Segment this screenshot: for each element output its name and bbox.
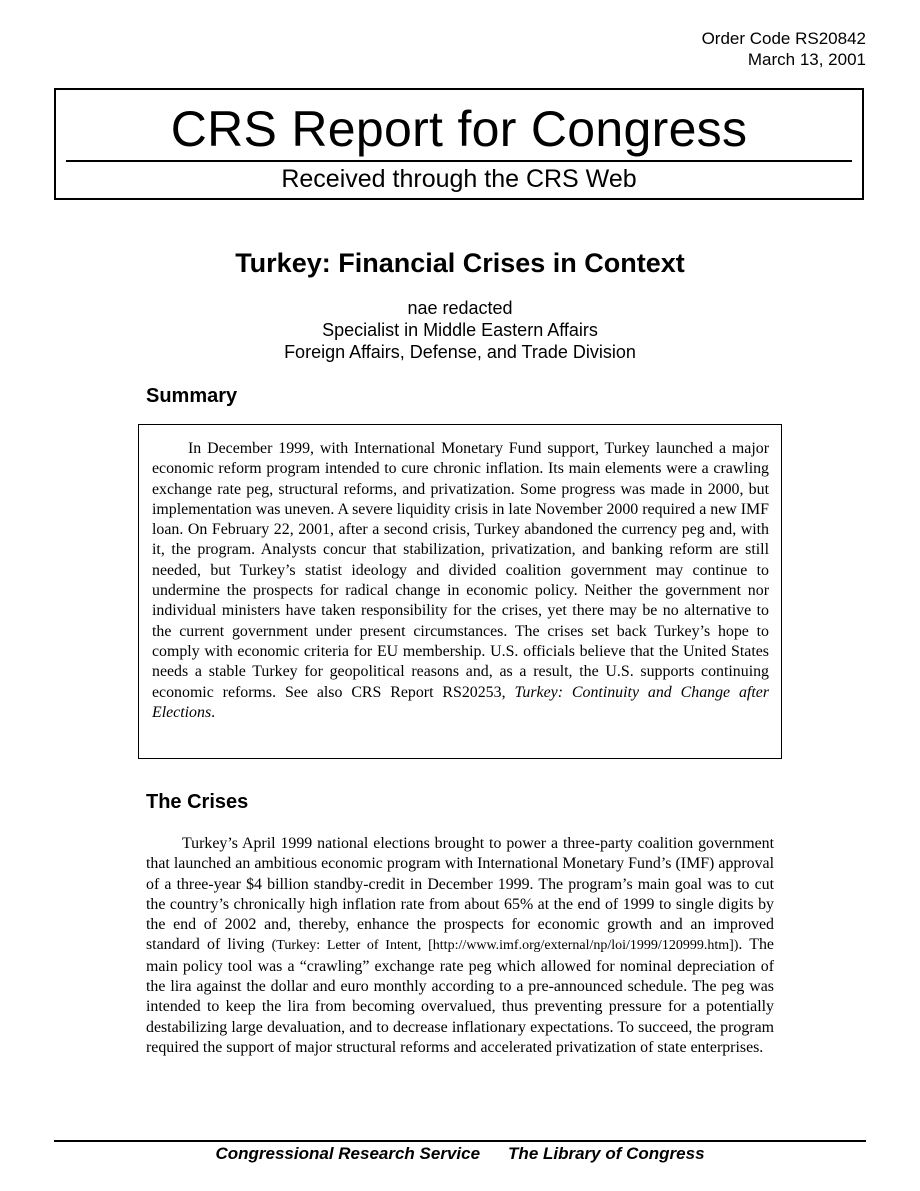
footer-right: The Library of Congress (508, 1144, 705, 1163)
order-info (702, 28, 866, 70)
author-title: Specialist in Middle Eastern Affairs (322, 320, 598, 340)
author-name: nae redacted (407, 298, 513, 318)
header-rule (66, 160, 852, 162)
crises-citation: (Turkey: Letter of Intent, [http://www.imf.org/external/np/loi/1999/120999.htm]) (271, 938, 739, 954)
author-division: Foreign Affairs, Defense, and Trade Division (284, 342, 636, 362)
summary-paragraph (152, 439, 769, 723)
crises-text-after: . The main policy tool was a “crawling” exchange rate peg which allowed for nominal depreciation of the lira against the dollar and euro monthly according to a pre-announced schedule. The peg was intended to keep the lira from becoming overvalued, thus preventing pressure for a potentially destabilizing large devaluation, and to decrease inflationary expectations. To succeed, the program required the support of major structural reforms and accelerated privatization of state enterprises. (146, 936, 774, 1056)
footer-left: Congressional Research Service (215, 1144, 481, 1163)
summary-text: In December 1999, with International Monetary Fund support, Turkey launched a major economic reform program intended to cure chronic inflation. Its main elements were a crawling exchange rate peg, structural reforms, and privatization. Some progress was made in 2000, but implementation was uneven. A severe liquidity crisis in late November 2000 required a new IMF loan. On February 22, 2001, after a second crisis, Turkey abandoned the currency peg and, with it, the program. Analysts concur that stabilization, privatization, and banking reform are still needed, but Turkey’s statist ideology and divided coalition government may continue to undermine the prospects for radical change in economic policy. Neither the government nor individual ministers have taken responsibility for the crises, yet there may be no alternative to the current government under present circumstances. The crises set back Turkey’s hope to comply with economic criteria for EU membership. U.S. officials believe that the United States needs a stable Turkey for geopolitical reasons and, as a result, the U.S. supports continuing economic reforms. See also CRS Report RS20253, (152, 440, 769, 701)
author-block (0, 297, 920, 363)
summary-box (138, 424, 782, 759)
summary-heading: Summary (146, 385, 238, 407)
crises-paragraph (146, 834, 774, 1058)
footer (0, 1143, 920, 1165)
order-date: March 13, 2001 (747, 50, 866, 69)
document-title: Turkey: Financial Crises in Context (235, 248, 685, 278)
crises-heading: The Crises (146, 791, 249, 813)
crises-text-before: Turkey’s April 1999 national elections brought to power a three-party coalition government that launched an ambitious economic program with International Monetary Fund’s (IMF) approval of a three-year $4 billion standby-credit in December 1999. The program’s main goal was to cut the country’s chronically high inflation rate from about 65% at the end of 1999 to single digits by the end of 2002 and, thereby, enhance the prospects for economic growth and an improved standard of living (146, 835, 774, 954)
summary-report-title: Turkey: Continuity and Change after Elections (152, 683, 770, 721)
footer-rule (54, 1140, 866, 1142)
report-header-subtitle: Received through the CRS Web (281, 165, 637, 193)
report-header-box (54, 88, 864, 200)
order-code: Order Code RS20842 (701, 29, 866, 48)
report-header-title: CRS Report for Congress (170, 101, 748, 157)
summary-end: . (211, 703, 216, 721)
